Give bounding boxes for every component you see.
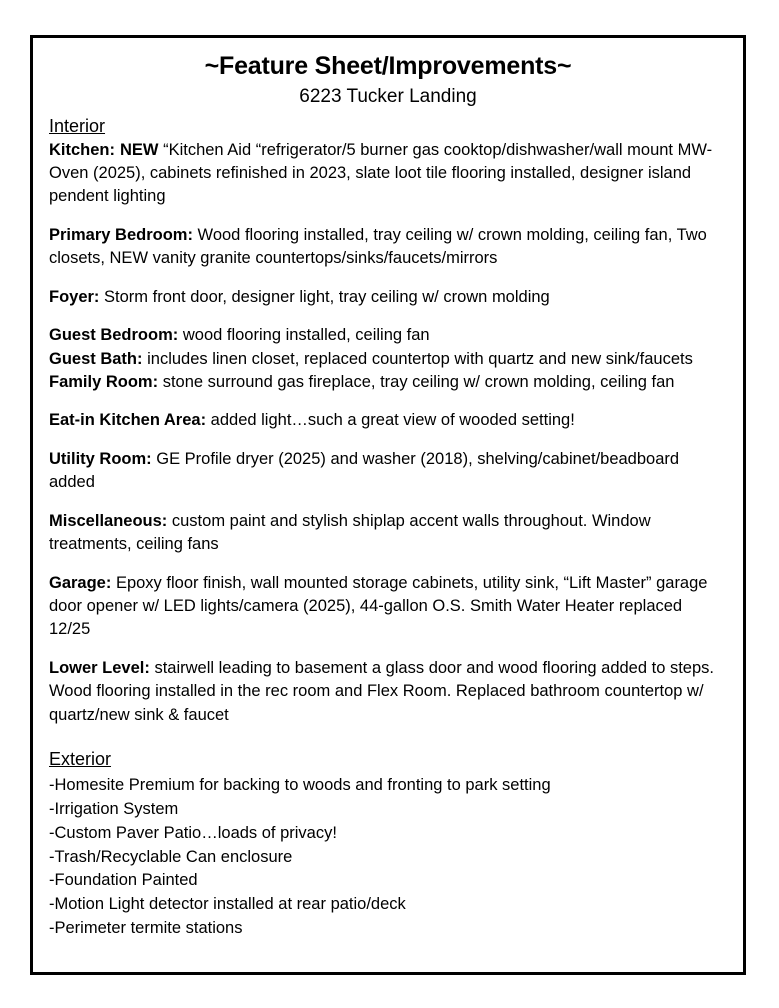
entry-label-guest-bedroom: Guest Bedroom: — [49, 326, 179, 345]
entry-text-foyer: Storm front door, designer light, tray ceiling w/ crown molding — [99, 287, 550, 306]
entry-label-utility-room: Utility Room: — [49, 449, 152, 468]
section-heading-exterior: Exterior — [49, 749, 112, 770]
list-item: -Motion Light detector installed at rear patio/deck — [49, 895, 406, 914]
list-item: -Irrigation System — [49, 800, 179, 819]
list-item: -Perimeter termite stations — [49, 918, 243, 937]
entry-text-miscellaneous: custom paint and stylish shiplap accent walls throughout. Window treatments, ceiling fans — [49, 511, 651, 554]
entry-label-kitchen-new: NEW — [120, 140, 159, 159]
exterior-list — [49, 774, 727, 940]
list-item: -Trash/Recyclable Can enclosure — [49, 847, 293, 866]
entry-text-utility-room: GE Profile dryer (2025) and washer (2018), shelving/cabinet/beadboard added — [49, 449, 680, 492]
entry-guest-bath — [49, 348, 727, 371]
entry-miscellaneous — [49, 510, 727, 557]
entry-label-kitchen: Kitchen: — [49, 140, 115, 159]
entry-garage — [49, 572, 727, 642]
page-title: ~Feature Sheet/Improvements~ — [204, 52, 572, 80]
entry-kitchen — [49, 139, 727, 209]
entry-label-miscellaneous: Miscellaneous: — [49, 511, 168, 530]
entry-utility-room — [49, 448, 727, 495]
entry-text-eat-in-kitchen: added light…such a great view of wooded setting! — [206, 411, 575, 430]
entry-label-eat-in-kitchen: Eat-in Kitchen Area: — [49, 411, 207, 430]
entry-label-primary-bedroom: Primary Bedroom: — [49, 225, 193, 244]
section-heading-interior: Interior — [49, 116, 106, 137]
page-subtitle: 6223 Tucker Landing — [299, 85, 477, 107]
list-item: -Homesite Premium for backing to woods and fronting to park setting — [49, 776, 551, 795]
entry-text-primary-bedroom: Wood flooring installed, tray ceiling w/ crown molding, ceiling fan, Two closets, NEW vanity granite countertops/sinks/faucets/mirrors — [49, 225, 707, 268]
document-body — [33, 38, 743, 941]
entry-text-family-room: stone surround gas fireplace, tray ceiling w/ crown molding, ceiling fan — [158, 373, 675, 392]
entry-foyer — [49, 286, 727, 309]
entry-lower-level — [49, 657, 727, 727]
list-item: -Foundation Painted — [49, 871, 198, 890]
entry-label-foyer: Foyer: — [49, 287, 100, 306]
entry-eat-in-kitchen — [49, 409, 727, 432]
entry-text-kitchen-visible: “Kitchen Aid “refrigerator/5 burner gas cooktop/dishwasher/wall mount MW-Oven (2025), cabinets refinished in 2023, slate loot tile flooring installed, designer island pendent lighting — [49, 140, 713, 206]
entry-text-guest-bedroom: wood flooring installed, ceiling fan — [178, 326, 430, 345]
entry-label-guest-bath: Guest Bath: — [49, 349, 143, 368]
entry-label-lower-level: Lower Level: — [49, 658, 150, 677]
entry-guest-bedroom — [49, 324, 727, 347]
entry-text-guest-bath: includes linen closet, replaced countertop with quartz and new sink/faucets — [142, 349, 693, 368]
entry-label-garage: Garage: — [49, 573, 112, 592]
entry-label-family-room: Family Room: — [49, 373, 159, 392]
document-page — [30, 35, 746, 975]
entry-text-lower-level: stairwell leading to basement a glass door and wood flooring added to steps. Wood flooring installed in the rec room and Flex Room. Replaced bathroom countertop w/ quartz/new sink & faucet — [49, 658, 714, 724]
list-item: -Custom Paver Patio…loads of privacy! — [49, 823, 337, 842]
entry-family-room — [49, 371, 727, 394]
entry-primary-bedroom — [49, 224, 727, 271]
entry-text-garage: Epoxy floor finish, wall mounted storage cabinets, utility sink, “Lift Master” garage door opener w/ LED lights/camera (2025), 44-gallon O.S. Smith Water Heater replaced 12/25 — [49, 573, 708, 639]
